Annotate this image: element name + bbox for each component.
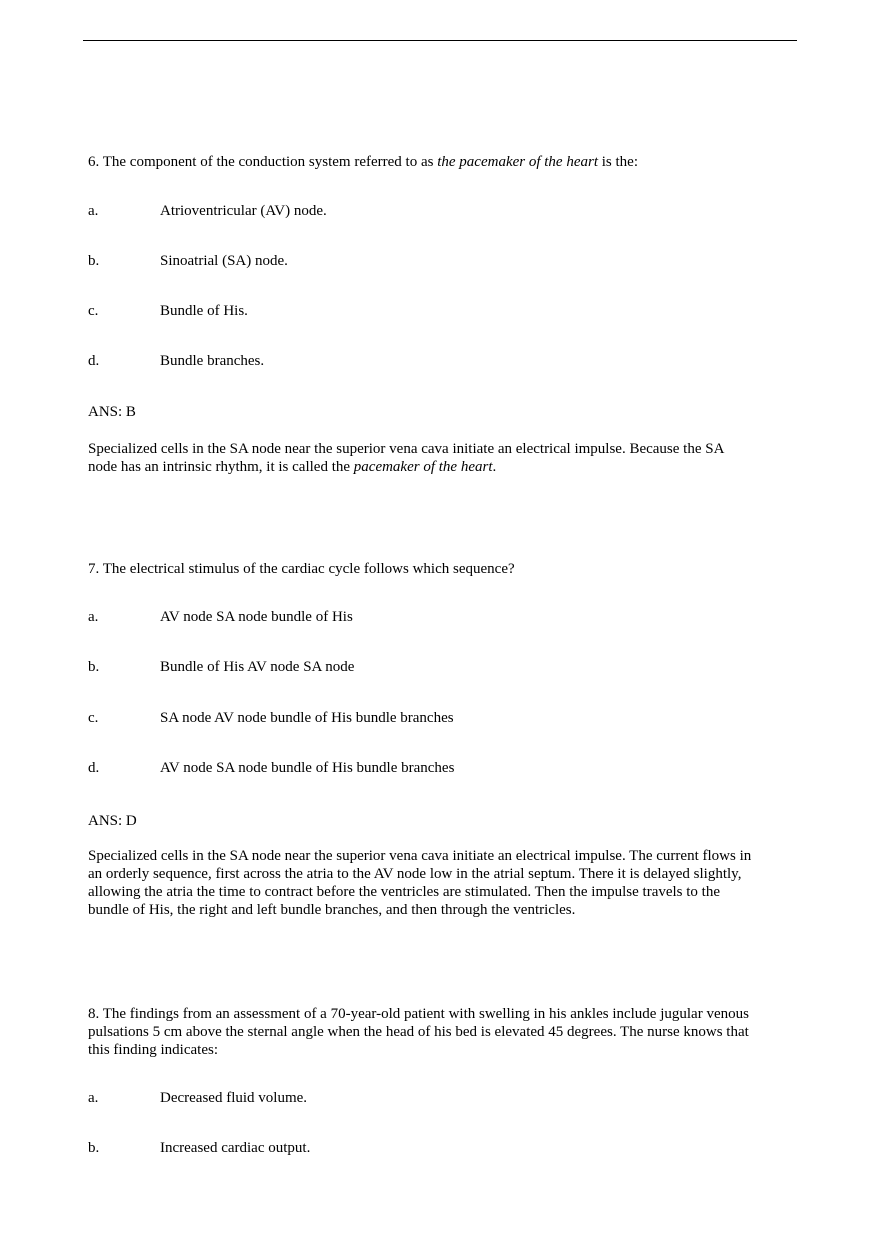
q7-option-c-letter: c. bbox=[88, 710, 99, 726]
question-8-stem-line-1: 8. The findings from an assessment of a 70-year-old patient with swelling in his ankles include jugular venous bbox=[88, 1006, 749, 1022]
q7-option-a-letter: a. bbox=[88, 609, 99, 625]
q7-rationale-line-2: an orderly sequence, first across the atria to the AV node low in the atrial septum. There it is delayed slightly, bbox=[88, 866, 742, 882]
q6-option-d-letter: d. bbox=[88, 353, 100, 369]
q6-option-a-letter: a. bbox=[88, 203, 99, 219]
q7-answer: ANS: D bbox=[88, 813, 137, 829]
q6-rationale-line-2 bbox=[88, 458, 800, 476]
q6-option-a-text: Atrioventricular (AV) node. bbox=[160, 203, 327, 219]
q8-option-a-letter: a. bbox=[88, 1090, 99, 1106]
q7-option-d-text: AV node SA node bundle of His bundle branches bbox=[160, 760, 455, 776]
question-6-stem-emphasis: the pacemaker of the heart bbox=[437, 154, 598, 170]
q8-option-b-letter: b. bbox=[88, 1140, 100, 1156]
q6-rationale-line-1: Specialized cells in the SA node near the superior vena cava initiate an electrical impulse. Because the SA bbox=[88, 441, 725, 457]
q7-option-b-letter: b. bbox=[88, 659, 100, 675]
q6-rationale bbox=[88, 440, 800, 476]
q6-rationale-line-2-end: . bbox=[492, 459, 497, 475]
q7-option-c-text: SA node AV node bundle of His bundle branches bbox=[160, 710, 454, 726]
q7-rationale-line-1: Specialized cells in the SA node near the superior vena cava initiate an electrical impulse. The current flows in bbox=[88, 848, 752, 864]
q6-option-c-text: Bundle of His. bbox=[160, 303, 248, 319]
q6-option-b-letter: b. bbox=[88, 253, 100, 269]
q6-rationale-line-2-text: node has an intrinsic rhythm, it is called the bbox=[88, 459, 354, 475]
header-rule bbox=[83, 40, 797, 41]
q6-option-c-letter: c. bbox=[88, 303, 99, 319]
q7-rationale-line-3: allowing the atria the time to contract before the ventricles are stimulated. Then the impulse travels to the bbox=[88, 884, 721, 900]
question-7-stem: 7. The electrical stimulus of the cardiac cycle follows which sequence? bbox=[88, 561, 515, 577]
q6-rationale-emphasis: pacemaker of the heart bbox=[353, 459, 493, 475]
q6-option-b-text: Sinoatrial (SA) node. bbox=[160, 253, 288, 269]
question-6-stem-text: 6. The component of the conduction system referred to as bbox=[88, 154, 438, 170]
q8-option-a-text: Decreased fluid volume. bbox=[160, 1090, 308, 1106]
question-8-stem bbox=[88, 1005, 800, 1059]
question-6-stem-end: is the: bbox=[598, 154, 638, 170]
q6-option-d-text: Bundle branches. bbox=[160, 353, 265, 369]
q7-rationale bbox=[88, 847, 800, 919]
q7-rationale-line-4: bundle of His, the right and left bundle branches, and then through the ventricles. bbox=[88, 902, 576, 918]
question-6-stem bbox=[88, 153, 638, 171]
question-8-stem-line-3: this finding indicates: bbox=[88, 1042, 218, 1058]
q7-option-b-text: Bundle of His AV node SA node bbox=[160, 659, 355, 675]
q7-option-a-text: AV node SA node bundle of His bbox=[160, 609, 353, 625]
q8-option-b-text: Increased cardiac output. bbox=[160, 1140, 311, 1156]
q6-answer: ANS: B bbox=[88, 404, 136, 420]
q7-option-d-letter: d. bbox=[88, 760, 100, 776]
question-8-stem-line-2: pulsations 5 cm above the sternal angle when the head of his bed is elevated 45 degrees. The nurse knows that bbox=[88, 1024, 749, 1040]
